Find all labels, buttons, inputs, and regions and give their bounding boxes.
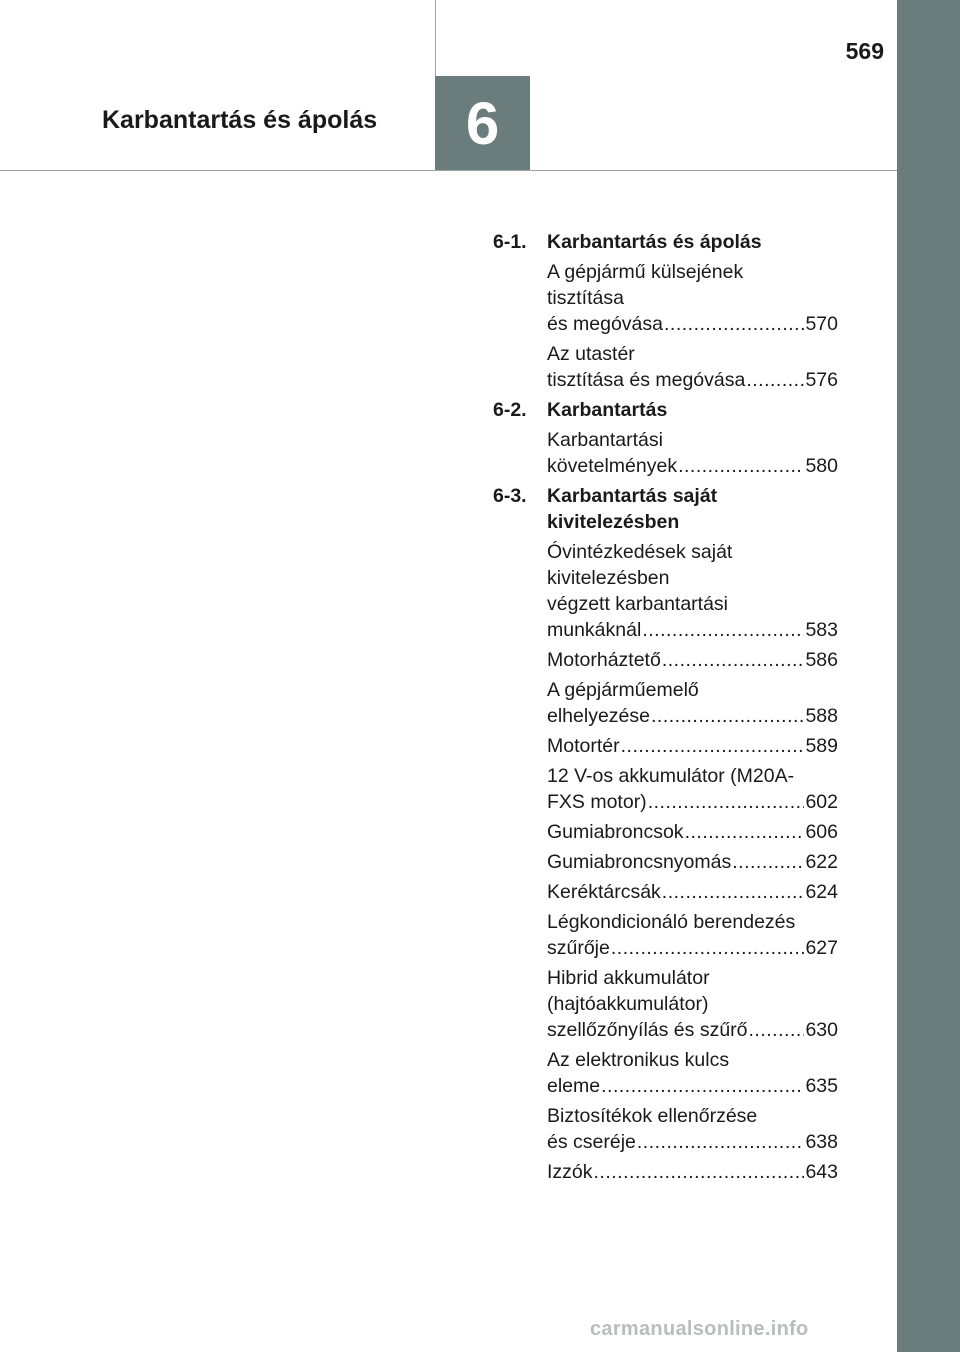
toc-entry-line: 12 V-os akkumulátor (M20A- [547, 765, 795, 787]
dot-leader [664, 311, 804, 337]
chapter-side-tab [897, 0, 960, 1352]
section-title [547, 483, 838, 535]
toc-page-number: 570 [805, 313, 838, 335]
toc-entry-leader-line [547, 703, 838, 729]
dot-leader [662, 647, 805, 673]
toc-page-number: 602 [805, 791, 838, 813]
toc-entry-text: szellőzőnyílás és szűrő [547, 1019, 748, 1041]
toc-page-number: 589 [805, 735, 838, 757]
toc-entry-leader-line [547, 935, 838, 961]
toc-entry[interactable] [547, 733, 838, 759]
dot-leader [746, 367, 804, 393]
dot-leader [594, 1159, 805, 1185]
section-title-line: Karbantartás és ápolás [547, 231, 762, 253]
toc-entry-leader-line [547, 819, 838, 845]
header-divider-horizontal [0, 170, 897, 171]
toc-page-number: 624 [805, 881, 838, 903]
dot-leader [611, 935, 805, 961]
toc-entry-text: munkáknál [547, 619, 642, 641]
dot-leader [749, 1017, 805, 1043]
toc-entry-text: és megóvása [547, 313, 663, 335]
toc-entry[interactable] [547, 677, 838, 729]
dot-leader [648, 789, 805, 815]
section-title [547, 397, 838, 423]
toc-entry[interactable] [547, 1159, 838, 1185]
toc-entry-leader-line [547, 367, 838, 393]
toc-entry-line: Az utastér [547, 343, 635, 365]
dot-leader [642, 617, 804, 643]
toc-entry[interactable] [547, 879, 838, 905]
toc-entry-text: elhelyezése [547, 705, 650, 727]
toc-entry[interactable] [547, 427, 838, 479]
toc-entry[interactable] [547, 965, 838, 1043]
section-title [547, 229, 838, 255]
chapter-number-box: 6 [435, 76, 530, 170]
toc-entry[interactable] [547, 849, 838, 875]
toc-entry-line: Légkondicionáló berendezés [547, 911, 796, 933]
toc-entry-line: tisztítása [547, 287, 624, 309]
toc-entry-line: Biztosítékok ellenőrzése [547, 1105, 758, 1127]
toc-entry-leader-line [547, 453, 838, 479]
toc-entry[interactable] [547, 819, 838, 845]
toc-entry-line: Karbantartási [547, 429, 663, 451]
toc-entry[interactable] [547, 1047, 838, 1099]
toc-entry-leader-line [547, 647, 838, 673]
header-divider-vertical [435, 0, 436, 76]
section-title-line: Karbantartás [547, 399, 668, 421]
toc-entry-leader-line [547, 879, 838, 905]
dot-leader [621, 733, 805, 759]
toc-entry-text: Keréktárcsák [547, 881, 661, 903]
toc-page-number: 580 [805, 455, 838, 477]
toc-entry-leader-line [547, 1017, 838, 1043]
chapter-title: Karbantartás és ápolás [102, 106, 378, 134]
toc-entry-line: végzett karbantartási [547, 593, 729, 615]
toc-page-number: 583 [805, 619, 838, 641]
toc-entry-text: Motortér [547, 735, 620, 757]
toc-entry[interactable] [547, 1103, 838, 1155]
toc-entry-text: Gumiabroncsok [547, 821, 684, 843]
toc-entry[interactable] [547, 341, 838, 393]
toc-entry-leader-line [547, 849, 838, 875]
toc-entry-text: eleme [547, 1075, 601, 1097]
toc-entry-line: A gépjárműemelő [547, 679, 699, 701]
toc-entry-line: Az elektronikus kulcs [547, 1049, 730, 1071]
section-title-line: Karbantartás saját [547, 485, 718, 507]
toc-page-number: 635 [805, 1075, 838, 1097]
toc-section-heading [493, 483, 838, 535]
toc-entry-text: Izzók [547, 1161, 593, 1183]
toc-entry-leader-line [547, 311, 838, 337]
toc-entry-text: tisztítása és megóvása [547, 369, 746, 391]
toc-page-number: 588 [805, 705, 838, 727]
toc-entry[interactable] [547, 647, 838, 673]
section-number: 6-2. [493, 399, 527, 421]
toc-entry-line: Óvintézkedések saját [547, 541, 733, 563]
toc-entry-text: és cseréje [547, 1131, 636, 1153]
toc-page-number: 643 [805, 1161, 838, 1183]
toc-entry-leader-line [547, 733, 838, 759]
toc-entry-line: (hajtóakkumulátor) [547, 993, 709, 1015]
toc-entry-leader-line [547, 1159, 838, 1185]
toc-page-number: 627 [805, 937, 838, 959]
dot-leader [637, 1129, 805, 1155]
dot-leader [651, 703, 804, 729]
toc-section-heading [493, 397, 838, 423]
toc-entry-leader-line [547, 1073, 838, 1099]
watermark: carmanualsonline.info [590, 1318, 809, 1340]
dot-leader [685, 819, 805, 845]
toc-page-number: 586 [805, 649, 838, 671]
toc-page-number: 630 [805, 1019, 838, 1041]
toc-page-number: 622 [805, 851, 838, 873]
dot-leader [732, 849, 804, 875]
toc-entry-leader-line [547, 617, 838, 643]
toc-page-number: 638 [805, 1131, 838, 1153]
toc-page-number: 576 [805, 369, 838, 391]
toc-entry-line: Hibrid akkumulátor [547, 967, 710, 989]
toc-entry-leader-line [547, 1129, 838, 1155]
page-number: 569 [845, 38, 884, 64]
toc-entry-text: Motorháztető [547, 649, 661, 671]
dot-leader [601, 1073, 804, 1099]
toc-entry-line: A gépjármű külsejének [547, 261, 744, 283]
section-number: 6-1. [493, 231, 527, 253]
toc-entry-text: Gumiabroncsnyomás [547, 851, 732, 873]
toc-entry[interactable] [547, 539, 838, 643]
toc-entry-text: követelmények [547, 455, 678, 477]
table-of-contents [493, 229, 838, 1189]
section-number: 6-3. [493, 485, 527, 507]
toc-entry-text: szűrője [547, 937, 610, 959]
toc-page-number: 606 [805, 821, 838, 843]
toc-entry[interactable] [547, 259, 838, 337]
toc-section-heading [493, 229, 838, 255]
section-title-line: kivitelezésben [547, 511, 680, 533]
toc-entry-line: kivitelezésben [547, 567, 670, 589]
toc-entry[interactable] [547, 909, 838, 961]
toc-entry[interactable] [547, 763, 838, 815]
toc-entry-leader-line [547, 789, 838, 815]
dot-leader [678, 453, 804, 479]
toc-entry-text: FXS motor) [547, 791, 647, 813]
dot-leader [662, 879, 805, 905]
